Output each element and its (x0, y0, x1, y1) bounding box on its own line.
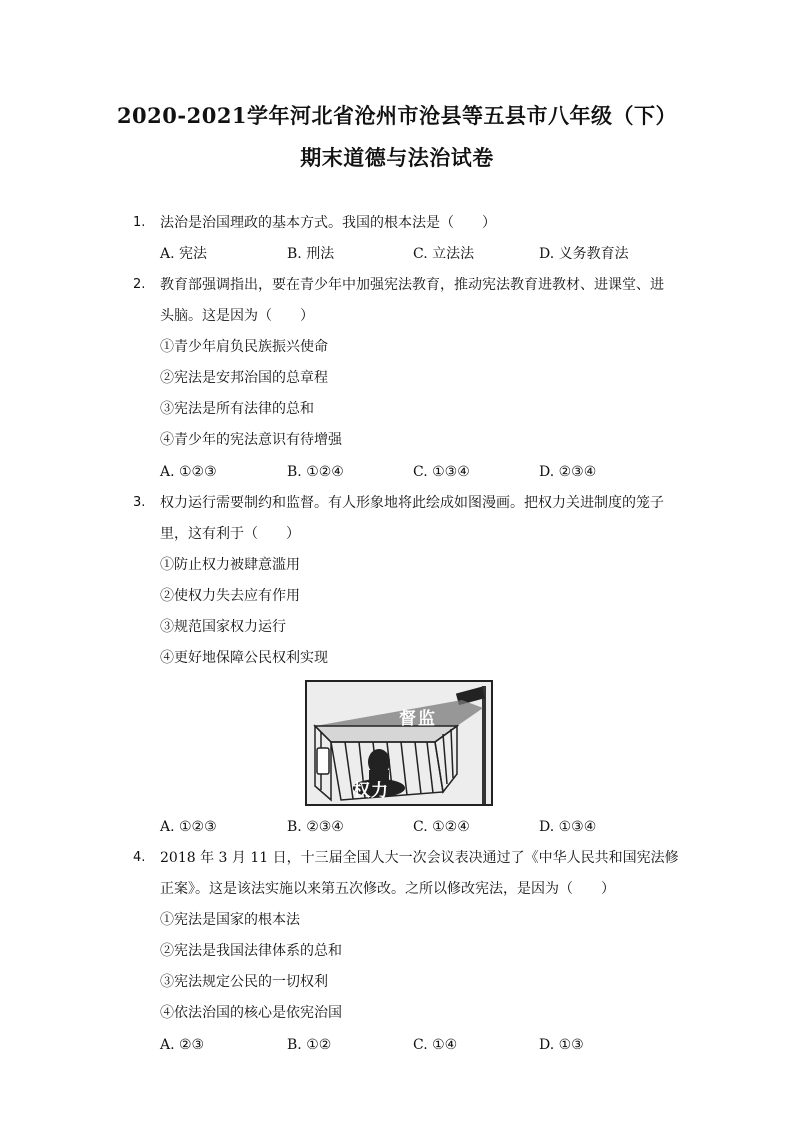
option-a[interactable]: A. ①②③ (160, 464, 217, 480)
statement-item: ④青少年的宪法意识有待增强 (160, 432, 342, 448)
question-stem: 法治是治国理政的基本方式。我国的根本法是（ ） (160, 215, 496, 231)
option-a[interactable]: A. ②③ (160, 1037, 205, 1053)
option-a[interactable]: A. 宪法 (160, 246, 208, 262)
option-b[interactable]: B. ②③④ (287, 819, 344, 835)
question-stem: 权力运行需要制约和监督。有人形象地将此绘成如图漫画。把权力关进制度的笼子 (160, 495, 664, 511)
cartoon-label-power: 权力 (353, 781, 389, 801)
question-stem: 里，这有利于（ ） (160, 526, 300, 542)
option-c[interactable]: C. ①③④ (413, 464, 470, 480)
question-number: 2. (133, 277, 146, 292)
option-d[interactable]: D. ②③④ (539, 464, 597, 480)
statement-item: ④依法治国的核心是依宪治国 (160, 1005, 342, 1021)
statement-item: ③规范国家权力运行 (160, 619, 286, 635)
page-title-line2: 期末道德与法治试卷 (300, 145, 494, 170)
statement-item: ②使权力失去应有作用 (160, 588, 300, 604)
option-d[interactable]: D. ①③ (539, 1037, 584, 1053)
statement-item: ③宪法是所有法律的总和 (160, 401, 314, 417)
power-cage-cartoon (305, 680, 493, 806)
question-number: 1. (133, 215, 146, 230)
question-number: 3. (133, 495, 146, 510)
statement-item: ③宪法规定公民的一切权利 (160, 974, 328, 990)
statement-item: ④更好地保障公民权利实现 (160, 650, 328, 666)
cartoon-label-supervise: 督监 (399, 709, 437, 729)
option-c[interactable]: C. 立法法 (413, 246, 475, 262)
question-number: 4. (133, 850, 146, 865)
option-d[interactable]: D. ①③④ (539, 819, 597, 835)
option-b[interactable]: B. ①②④ (287, 464, 344, 480)
option-a[interactable]: A. ①②③ (160, 819, 217, 835)
question-stem: 教育部强调指出，要在青少年中加强宪法教育，推动宪法教育进教材、进课堂、进 (160, 277, 664, 293)
question-stem: 正案》。这是该法实施以来第五次修改。之所以修改宪法，是因为（ ） (160, 881, 615, 897)
option-c[interactable]: C. ①②④ (413, 819, 470, 835)
statement-item: ①宪法是国家的根本法 (160, 912, 300, 928)
option-c[interactable]: C. ①④ (413, 1037, 458, 1053)
option-d[interactable]: D. 义务教育法 (539, 246, 629, 262)
question-stem: 头脑。这是因为（ ） (160, 308, 314, 324)
statement-item: ①防止权力被肆意滥用 (160, 557, 300, 573)
statement-item: ②宪法是我国法律体系的总和 (160, 943, 342, 959)
page-title-line1: 2020-2021学年河北省沧州市沧县等五县市八年级（下） (116, 103, 678, 128)
option-b[interactable]: B. ①② (287, 1037, 332, 1053)
cartoon-illustration (307, 682, 491, 804)
statement-item: ①青少年肩负民族振兴使命 (160, 339, 328, 355)
statement-item: ②宪法是安邦治国的总章程 (160, 370, 328, 386)
question-stem: 2018 年 3 月 11 日，十三届全国人大一次会议表决通过了《中华人民共和国宪法修 (160, 850, 679, 866)
option-b[interactable]: B. 刑法 (287, 246, 335, 262)
